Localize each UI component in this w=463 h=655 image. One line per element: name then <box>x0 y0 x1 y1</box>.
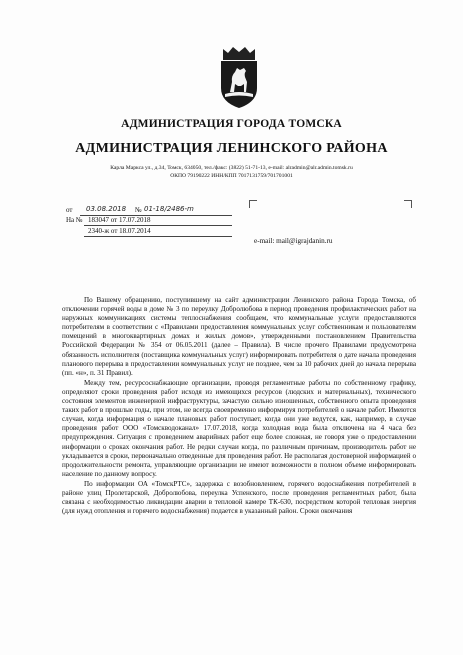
body-paragraph-2: Между тем, ресурсоснабжающие организации, проводя регламентные работы по собственному графику, определяют сроки проведения работ исходя из имеющихся ресурсов (людских и материальных), технического состояния элементов инженерной инфраструктуры, зачастую сильно изношенных, собственного опыта проведения таких работ в прошлые годы, при этом, не всегда своевременно информируя потребителей о начале работ. Имеются случаи, когда информация о начале плановых работ поступает, когда они уже ведутся, как, например, в случае проведения работ ООО «Томскводоканал» 17.07.2018, когда холодная вода была отключена на 4 часа без предупреждения. Ситуация с проведением аварийных работ еще более сложная, не говоря уже о предоставлении информации о сроках окончания работ. Не редки случаи когда, по различным причинам, производитель работ не укладывается в сроки, первоначально отведенные для проведения работ. Не располагая достоверной информацией о продолжительности ремонта, управляющие организации не имеют возможности в полном объеме информировать население по данному вопросу. <box>62 378 416 478</box>
body-paragraph-3: По информации ОА «ТомскРТС», задержка с возобновлением, горячего водоснабжения потребителей в районе улиц Пролетарской, Добролюбова, переулка Успенского, после проведения регламентных работ, была связана с необходимостью ликвидации аварии в тепловой камере ТК-630, посредством которой тепловая энергия (для нужд отопления и горячего водоснабжения) подается в указанный район. Сроки окончания <box>62 479 416 516</box>
address-line-1: Карла Маркса ул., д.34, Томск, 634050, тел./факс: (3822) 51-71-13, e-mail: alradmin@alr.admin.tomsk.ru <box>110 165 353 171</box>
from-label: от <box>66 206 73 214</box>
administration-district-title: АДМИНИСТРАЦИЯ ЛЕНИНСКОГО РАЙОНА <box>75 141 388 156</box>
na-reference-1: 183047 от 17.07.2018 <box>88 216 151 224</box>
number-handwritten: 01-18/2486-m <box>144 205 194 213</box>
address-corner-top-right <box>404 200 412 208</box>
number-label: № <box>135 206 142 214</box>
tomsk-coat-of-arms-icon <box>213 44 265 110</box>
address-corner-top-left <box>249 200 257 208</box>
administration-city-title: АДМИНИСТРАЦИЯ ГОРОДА ТОМСКА <box>121 118 342 130</box>
na-reference-2: 2340-ж от 18.07.2014 <box>88 227 151 235</box>
letterhead-address <box>0 164 463 180</box>
address-line-2: ОКПО 79190222 ИНН/КПП 7017131759/701701001 <box>170 173 293 179</box>
letter-body <box>62 296 416 517</box>
from-date-handwritten: 03.08.2018 <box>86 205 127 213</box>
na-underline-2 <box>84 236 232 237</box>
na-underline-1 <box>84 225 232 226</box>
recipient-email: e-mail: mail@igrajdanin.ru <box>254 237 333 245</box>
na-label: На № <box>66 216 83 224</box>
body-paragraph-1: По Вашему обращению, поступившему на сайт администрации Ленинского района Города Томска, об отключении горячей воды в доме № 3 по переулку Добролюбова в период проведения профилактических работ на наружных коммуникациях системы теплоснабжения сообщаем, что коммунальные услуги предоставляются потребителям в соответствии с «Правилами предоставления коммунальных услуг собственникам и пользователям помещений в многоквартирных домах и жилых домов», утвержденными постановлением Правительства Российской Федерации № 354 от 06.05.2011 (далее – Правила). В числе прочего Правилами предусмотрена обязанность исполнителя (поставщика коммунальных услуг) информировать потребителя о дате начала проведения планового перерыва в предоставлении коммунальных услуг не позднее, чем за 10 рабочих дней до начала перерыва (пп. «н», п. 31 Правил). <box>62 296 416 377</box>
